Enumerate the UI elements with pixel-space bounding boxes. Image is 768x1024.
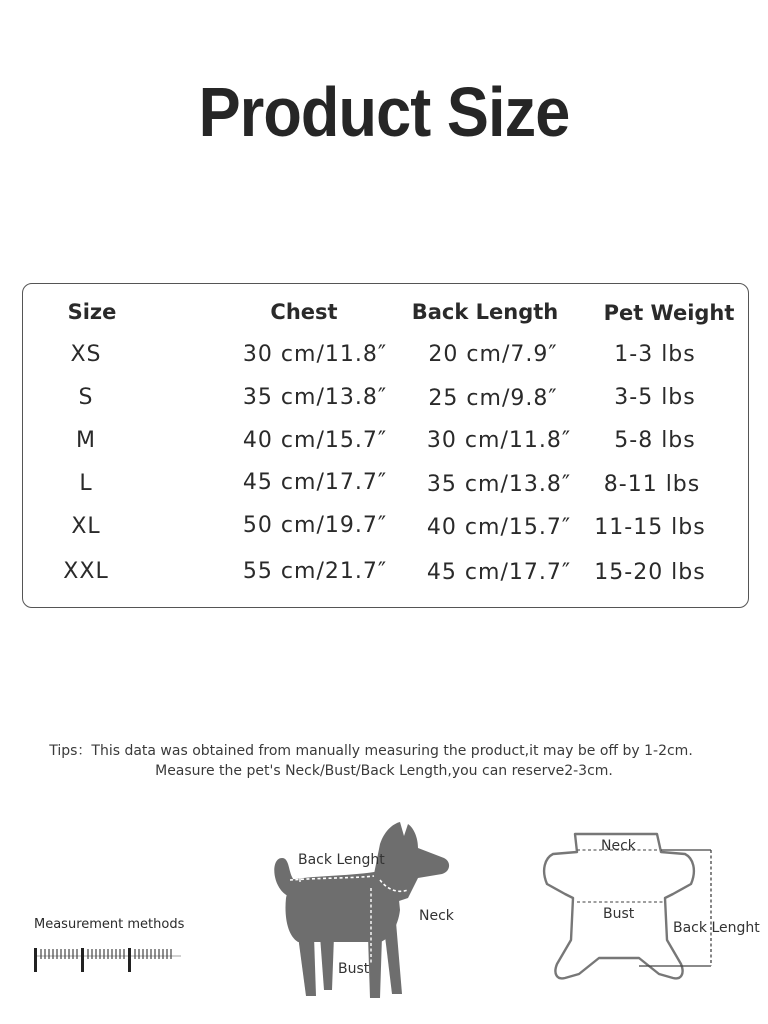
size-table (22, 283, 749, 608)
clothes-measurement-diagram (535, 828, 765, 1000)
chest-cell: 30 cm/11.8″ (242, 342, 388, 367)
size-cell: L (79, 471, 93, 496)
back-cell: 45 cm/17.7″ (426, 560, 572, 585)
chest-cell: 50 cm/19.7″ (242, 513, 388, 538)
size-cell: S (78, 385, 94, 410)
header-pet-weight: Pet Weight (603, 301, 735, 325)
chest-cell: 45 cm/17.7″ (242, 470, 388, 495)
dog-back-length-label: Back Lenght (298, 852, 385, 868)
weight-cell: 5-8 lbs (614, 428, 696, 453)
weight-cell: 1-3 lbs (614, 342, 696, 367)
back-cell: 40 cm/15.7″ (426, 515, 572, 540)
dog-measurement-diagram (268, 818, 468, 1008)
chest-cell: 55 cm/21.7″ (242, 559, 388, 584)
chest-cell: 35 cm/13.8″ (242, 385, 388, 410)
tips-line-1: Tips：This data was obtained from manually measuring the product,it may be off by 1-2cm. (49, 743, 693, 759)
clothes-back-length-label: Back Lenght (673, 920, 760, 936)
chest-cell: 40 cm/15.7″ (242, 428, 388, 453)
size-cell: M (76, 428, 96, 453)
clothes-bust-label: Bust (603, 906, 635, 922)
ruler-icon (33, 940, 183, 974)
size-cell: XXL (63, 559, 109, 584)
tips-line-2: Measure the pet's Neck/Bust/Back Length,you can reserve2-3cm. (155, 763, 613, 779)
weight-cell: 3-5 lbs (614, 385, 696, 410)
back-cell: 25 cm/9.8″ (428, 386, 558, 411)
page-title: Product Size (198, 73, 570, 151)
dog-bust-label: Bust (338, 961, 370, 977)
header-back-length: Back Length (411, 300, 559, 324)
back-cell: 20 cm/7.9″ (428, 342, 558, 367)
size-cell: XL (71, 514, 101, 539)
weight-cell: 15-20 lbs (594, 560, 706, 585)
back-cell: 30 cm/11.8″ (426, 428, 572, 453)
weight-cell: 11-15 lbs (594, 515, 706, 540)
back-cell: 35 cm/13.8″ (426, 472, 572, 497)
header-chest: Chest (270, 300, 338, 324)
measurement-methods-label: Measurement methods (34, 917, 185, 932)
header-size: Size (67, 300, 117, 324)
clothes-neck-label: Neck (601, 838, 636, 854)
size-cell: XS (70, 342, 102, 367)
weight-cell: 8-11 lbs (603, 472, 701, 497)
dog-neck-label: Neck (419, 908, 454, 924)
